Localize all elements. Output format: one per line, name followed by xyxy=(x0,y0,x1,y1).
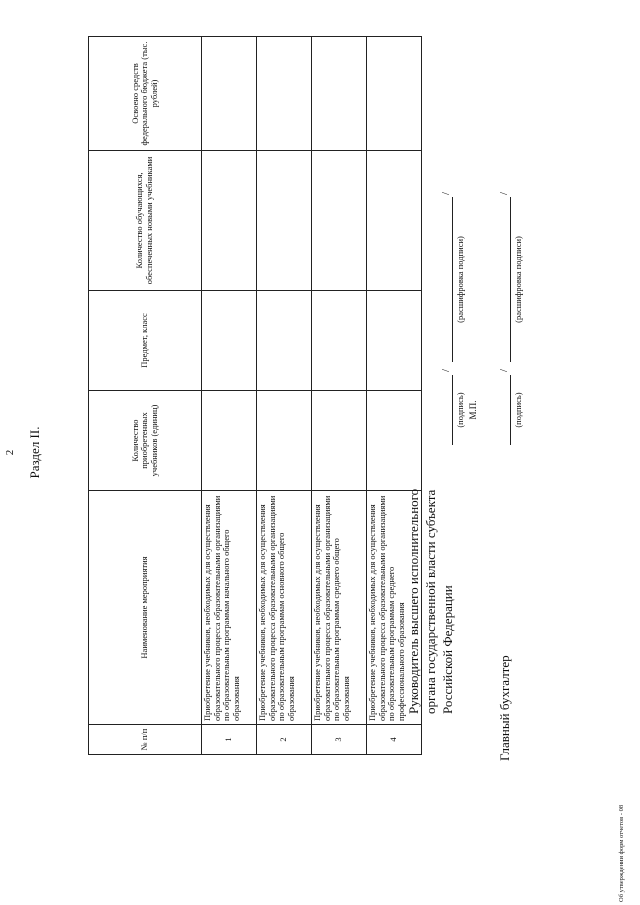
separator-slash: / xyxy=(498,191,510,195)
stamp-label: М.П. xyxy=(468,400,478,420)
table-row xyxy=(202,37,257,755)
col-header-activity: Наименование мероприятия xyxy=(89,491,202,725)
section-title: Раздел II. xyxy=(27,426,42,479)
row-activity: Приобретение учебников, необходимых для осуществления образовательного процесса образовательными организациями по образовательным программам среднего профессионального образования xyxy=(367,491,422,725)
row-number: 2 xyxy=(257,725,312,755)
table-row xyxy=(257,37,312,755)
row-textbook-count xyxy=(257,391,312,491)
col-header-budget: Освоено средств федерального бюджета (тыс. рублей) xyxy=(89,37,202,151)
separator-slash: / xyxy=(440,191,452,195)
row-students-count xyxy=(367,151,422,291)
row-budget xyxy=(312,37,367,151)
head-signature-line xyxy=(452,375,453,445)
col-header-students-count: Количество обучающихся, обеспеченных новыми учебниками xyxy=(89,151,202,291)
report-table xyxy=(88,36,422,755)
head-decoding-caption: (расшифровка подписи) xyxy=(455,236,465,323)
accountant-title: Главный бухгалтер xyxy=(497,655,512,761)
row-budget xyxy=(367,37,422,151)
row-students-count xyxy=(202,151,257,291)
head-title-line: органа государственной власти субъекта xyxy=(423,489,438,714)
row-subject-class xyxy=(257,291,312,391)
separator-slash: / xyxy=(440,368,452,372)
col-header-subject-class: Предмет, класс xyxy=(89,291,202,391)
row-budget xyxy=(202,37,257,151)
row-textbook-count xyxy=(312,391,367,491)
head-title-line: Руководитель высшего исполнительного xyxy=(406,488,421,714)
col-header-number: № п/п xyxy=(89,725,202,755)
head-title-line: Российской Федерации xyxy=(440,585,455,714)
head-signature-caption: (подпись) xyxy=(455,392,465,428)
separator-slash: / xyxy=(498,368,510,372)
row-number: 3 xyxy=(312,725,367,755)
row-activity: Приобретение учебников, необходимых для осуществления образовательного процесса образовательными организациями по образовательным программам начального общего образования xyxy=(202,491,257,725)
row-number: 1 xyxy=(202,725,257,755)
footer-note: Об утверждении форм отчетов - 08 xyxy=(618,804,625,902)
row-students-count xyxy=(257,151,312,291)
row-activity: Приобретение учебников, необходимых для осуществления образовательного процесса образовательными организациями по образовательным программам среднего общего образования xyxy=(312,491,367,725)
row-students-count xyxy=(312,151,367,291)
head-signatory-title xyxy=(405,354,456,714)
row-budget xyxy=(257,37,312,151)
table-header-row xyxy=(89,37,202,755)
row-subject-class xyxy=(312,291,367,391)
col-header-textbook-count: Количество приобретенных учебников (единиц) xyxy=(89,391,202,491)
page-number: 2 xyxy=(4,449,16,456)
accountant-signature-line xyxy=(510,375,511,445)
table-row xyxy=(312,37,367,755)
head-decoding-line xyxy=(452,197,453,362)
row-activity: Приобретение учебников, необходимых для осуществления образовательного процесса образовательными организациями по образовательным программам основного общего образования xyxy=(257,491,312,725)
row-subject-class xyxy=(202,291,257,391)
row-textbook-count xyxy=(202,391,257,491)
row-number: 4 xyxy=(367,725,422,755)
accountant-signature-caption: (подпись) xyxy=(513,392,523,428)
accountant-decoding-caption: (расшифровка подписи) xyxy=(513,236,523,323)
accountant-decoding-line xyxy=(510,197,511,362)
